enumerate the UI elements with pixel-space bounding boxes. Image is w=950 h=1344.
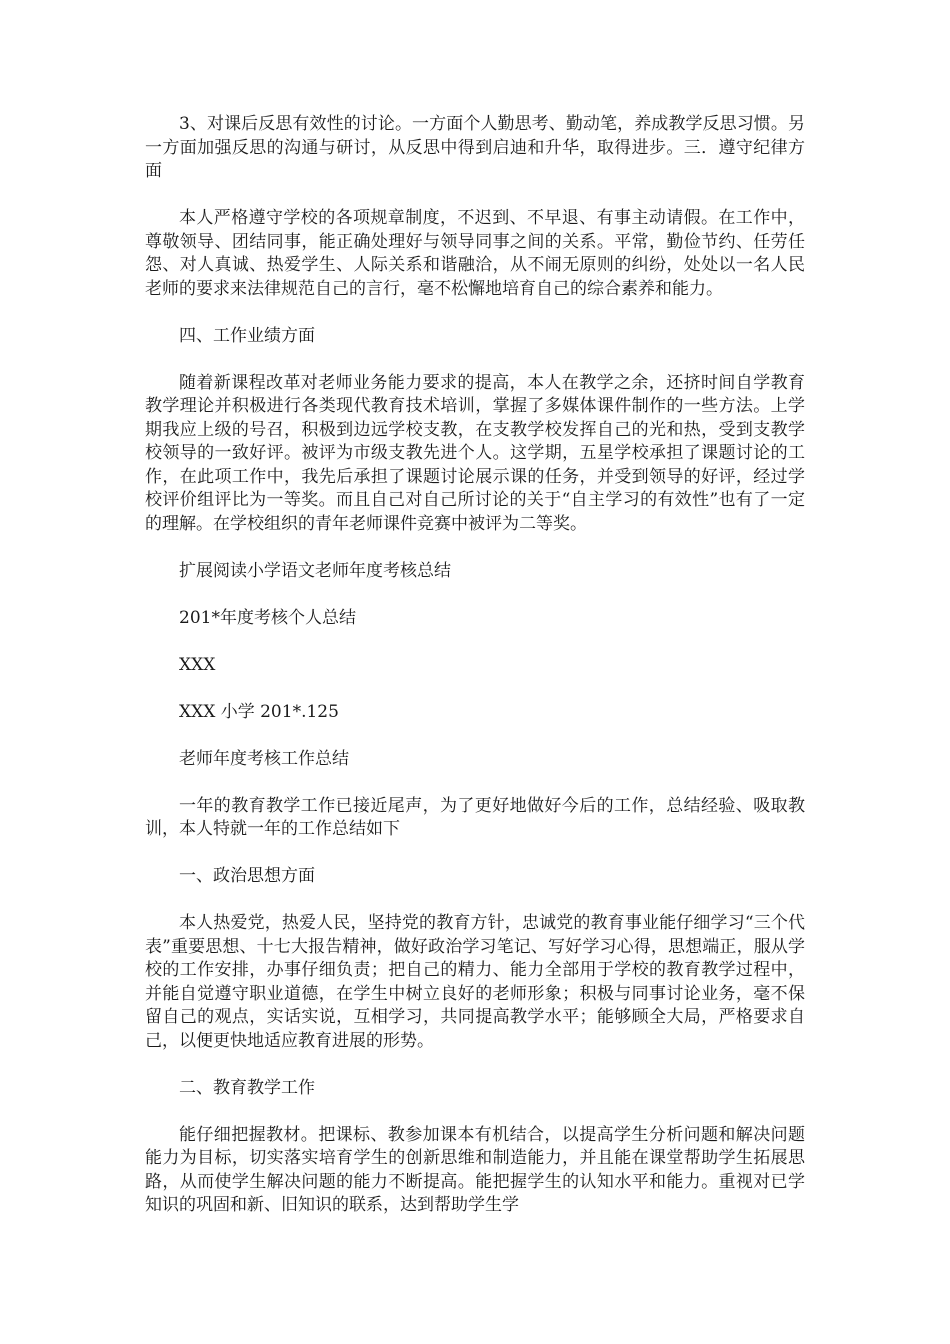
heading-political-thought: 一、政治思想方面 [179,866,315,886]
author-name: XXX [179,654,216,675]
document-body [145,113,805,1218]
paragraph-intro: 一年的教育教学工作已接近尾声，为了更好地做好今后的工作，总结经验、吸取教训，本人特就一年的工作总结如下 [145,795,805,839]
paragraph-discipline: 本人严格遵守学校的各项规章制度，不迟到、不早退、有事主动请假。在工作中，尊敬领导、团结同事，能正确处理好与领导同事之间的关系。平常，勤俭节约、任劳任怨、对人真诚、热爱学生、人际关系和谐融洽，从不闹无原则的纠纷，处处以一名人民老师的要求来法律规范自己的言行，毫不松懈地培育自己的综合素养和能力。 [145,208,805,299]
heading-teacher-summary: 老师年度考核工作总结 [179,748,349,769]
paragraph-achievements: 随着新课程改革对老师业务能力要求的提高，本人在教学之余，还挤时间自学教育教学理论并积极进行各类现代教育技术培训，掌握了多媒体课件制作的一些方法。上学期我应上级的号召，积极到边远学校支教，在支教学校发挥自己的光和热，受到支教学校领导的一致好评。被评为市级支教先进个人。这学期，五星学校承担了课题讨论的工作，在此项工作中，我先后承担了课题讨论展示课的任务，并受到领导的好评，经过学校评价组评比为一等奖。而且自己对自己所讨论的关于“自主学习的有效性”也有了一定的理解。在学校组织的青年老师课件竞赛中被评为二等奖。 [145,372,805,534]
author-school-date: XXX 小学 201*.125 [179,701,339,722]
paragraph-reflection: 3、对课后反思有效性的讨论。一方面个人勤思考、勤动笔，养成教学反思习惯。另一方面加强反思的沟通与研讨，从反思中得到启迪和升华，取得进步。三．遵守纪律方面 [145,114,805,181]
heading-extended-reading: 扩展阅读小学语文老师年度考核总结 [179,560,451,581]
paragraph-political-thought: 本人热爱党，热爱人民，坚持党的教育方针，忠诚党的教育事业能仔细学习“三个代表”重要思想、十七大报告精神，做好政治学习笔记、写好学习心得，思想端正，服从学校的工作安排，办事仔细负责；把自己的精力、能力全部用于学校的教育教学过程中，并能自觉遵守职业道德，在学生中树立良好的老师形象；积极与同事讨论业务，毫不保留自己的观点，实话实说，互相学习，共同提高教学水平；能够顾全大局，严格要求自己，以便更快地适应教育进展的形势。 [145,913,805,1051]
heading-work-performance: 四、工作业绩方面 [179,325,315,346]
heading-education-teaching: 二、教育教学工作 [179,1077,315,1098]
heading-annual-summary: 201*年度考核个人总结 [179,607,356,628]
paragraph-education-teaching: 能仔细把握教材。把课标、教参加课本有机结合，以提高学生分析问题和解决问题能力为目标，切实落实培育学生的创新思维和制造能力，并且能在课堂帮助学生拓展思路，从而使学生解决问题的能力不断提高。能把握学生的认知水平和能力。重视对已学知识的巩固和新、旧知识的联系，达到帮助学生学 [145,1124,805,1215]
